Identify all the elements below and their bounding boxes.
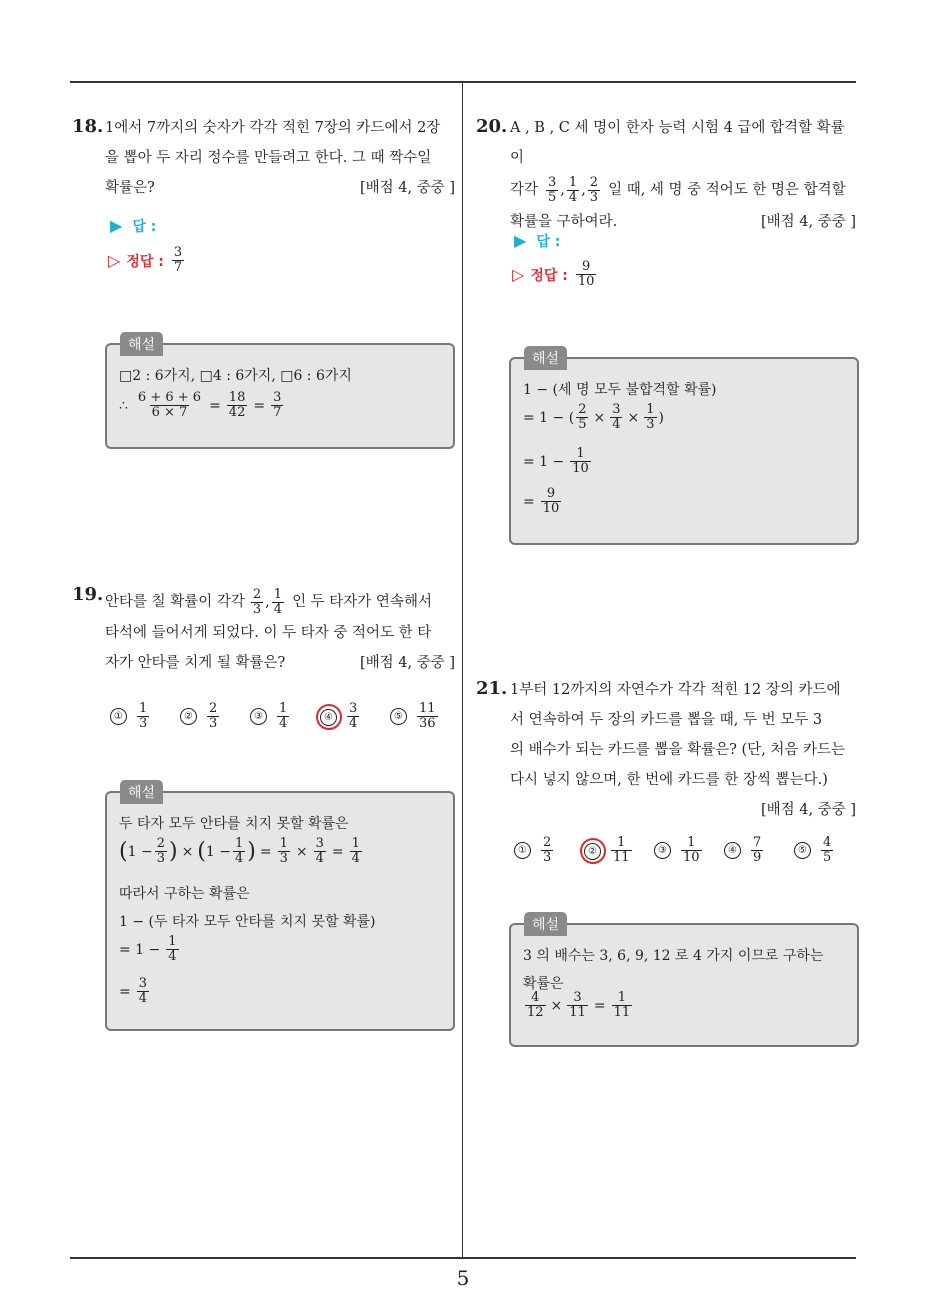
choice-1[interactable]: ① $\frac{2}{3}$ bbox=[514, 836, 555, 865]
question-text bbox=[105, 113, 455, 203]
bottom-rule bbox=[70, 1257, 856, 1259]
explanation-line: 확률은 bbox=[523, 976, 564, 992]
text-line: 1부터 12까지의 자연수가 각각 적힌 12 장의 카드에 bbox=[510, 682, 841, 698]
choice-5[interactable]: ⑤ $\frac{4}{5}$ bbox=[794, 836, 835, 865]
choice-2[interactable]: ② $\frac{2}{3}$ bbox=[180, 702, 221, 731]
explanation-line: 1 − (두 타자 모두 안타를 치지 못할 확률) bbox=[119, 914, 376, 930]
page-number: 5 bbox=[456, 1266, 470, 1290]
explanation-equation: $\frac{4}{12}$ × $\frac{3}{11}$ = $\frac{1}{11}$ bbox=[527, 990, 631, 1020]
explanation-line: 3 의 배수는 3, 6, 9, 12 로 4 가지 이므로 구하는 bbox=[523, 948, 824, 964]
score-meta: [배점 4, 중중 ] bbox=[760, 802, 856, 818]
choice-3[interactable]: ③ $\frac{1}{10}$ bbox=[654, 836, 704, 865]
text-line: 타석에 들어서게 되었다. 이 두 타자 중 적어도 한 타 bbox=[105, 625, 432, 641]
choice-4[interactable]: ④ $\frac{7}{9}$ bbox=[724, 836, 765, 865]
question-number: 20. bbox=[476, 116, 508, 137]
explanation-box bbox=[509, 923, 859, 1047]
explanation-tab: 해설 bbox=[524, 912, 567, 936]
explanation-equation: = 1 − ( $\frac{2}{5}$ × $\frac{3}{4}$ × $\frac{1}{3}$ ) bbox=[523, 402, 664, 432]
question-number: 18. bbox=[72, 116, 104, 137]
choice-5[interactable]: ⑤ $\frac{11}{36}$ bbox=[390, 702, 440, 731]
answer-field[interactable]: ▶ 답 : bbox=[110, 216, 157, 235]
score-meta: [배점 4, 중중 ] bbox=[359, 180, 455, 196]
correct-fraction: $\frac{9}{10}$ bbox=[577, 259, 595, 289]
explanation-line: □2 : 6가지, □4 : 6가지, □6 : 6가지 bbox=[119, 368, 352, 384]
explanation-equation: = $\frac{3}{4}$ bbox=[119, 976, 148, 1006]
explanation-line: 따라서 구하는 확률은 bbox=[119, 886, 250, 902]
top-rule bbox=[70, 81, 856, 83]
answer-field[interactable]: ▶ 답 : bbox=[514, 231, 561, 250]
explanation-equation: ( 1 − $\frac{2}{3}$ ) × ( 1 − $\frac{1}{4}$ ) = $\frac{1}{3}$ × $\frac{3}{4}$ = $\frac{1}{4}$ bbox=[119, 836, 360, 866]
explanation-tab: 해설 bbox=[120, 332, 163, 356]
explanation-equation: ∴ $\frac{6 + 6 + 6}{6 \times 7}$ = $\frac{18}{42}$ = $\frac{3}{7}$ bbox=[119, 390, 282, 420]
text-line: 확률은? bbox=[105, 180, 155, 196]
question-number: 21. bbox=[476, 678, 508, 699]
explanation-equation: = $\frac{9}{10}$ bbox=[523, 486, 560, 516]
explanation-box bbox=[105, 343, 455, 449]
score-meta: [배점 4, 중중 ] bbox=[760, 214, 856, 230]
text-line: 서 연속하여 두 장의 카드를 뽑을 때, 두 번 모두 3 bbox=[510, 712, 823, 728]
explanation-box bbox=[105, 791, 455, 1031]
explanation-line: 두 타자 모두 안타를 치지 못할 확률은 bbox=[119, 816, 349, 832]
explanation-box bbox=[509, 357, 859, 545]
question-text: A , B , C 세 명이 한자 능력 시험 4 급에 합격할 확률이 각각 $\frac{3}{5}$ , $\frac{1}{4}$ , $\frac{2}{3}$ 일 때, 세 명 중 적어도 한 명은 합격할 확률을 구하여라. [배점 4, 중중 ] bbox=[510, 113, 856, 237]
question-text bbox=[510, 675, 856, 825]
triangle-outline-icon: ▷ bbox=[512, 265, 525, 284]
column-divider bbox=[462, 82, 463, 1258]
triangle-outline-icon: ▷ bbox=[108, 251, 121, 270]
selected-mark-icon bbox=[580, 838, 606, 864]
correct-answer: ▷ 정답 : $\frac{3}{7}$ bbox=[108, 245, 183, 275]
correct-fraction: $\frac{3}{7}$ bbox=[173, 245, 183, 275]
choice-2[interactable]: ② $\frac{1}{11}$ bbox=[584, 836, 634, 865]
explanation-tab: 해설 bbox=[524, 346, 567, 370]
choice-1[interactable]: ① $\frac{1}{3}$ bbox=[110, 702, 151, 731]
play-icon: ▶ bbox=[110, 216, 123, 235]
text-line: 의 배수가 되는 카드를 뽑을 확률은? (단, 처음 카드는 bbox=[510, 742, 846, 758]
text-line: A , B , C 세 명이 한자 능력 시험 4 급에 합격할 확률이 bbox=[510, 120, 845, 166]
play-icon: ▶ bbox=[514, 231, 527, 250]
choice-4[interactable]: ④ $\frac{3}{4}$ bbox=[320, 702, 361, 731]
text-line: 을 뽑아 두 자리 정수를 만들려고 한다. 그 때 짝수일 bbox=[105, 150, 432, 166]
question-number: 19. bbox=[72, 584, 104, 605]
choice-3[interactable]: ③ $\frac{1}{4}$ bbox=[250, 702, 291, 731]
correct-answer: ▷ 정답 : $\frac{9}{10}$ bbox=[512, 259, 595, 289]
question-text: 안타를 칠 확률이 각각 $\frac{2}{3}$ , $\frac{1}{4}$ 인 두 타자가 연속해서 타석에 들어서게 되었다. 이 두 타자 중 적어도 한 타 자가 안타를 치게 될 확률은? [배점 4, 중중 ] bbox=[105, 586, 455, 678]
text-line: 1에서 7까지의 숫자가 각각 적힌 7장의 카드에서 2장 bbox=[105, 120, 441, 136]
selected-mark-icon bbox=[316, 704, 342, 730]
explanation-equation: = 1 − $\frac{1}{10}$ bbox=[523, 446, 589, 476]
explanation-tab: 해설 bbox=[120, 780, 163, 804]
explanation-equation: = 1 − $\frac{1}{4}$ bbox=[119, 934, 177, 964]
score-meta: [배점 4, 중중 ] bbox=[359, 655, 455, 671]
explanation-line: 1 − (세 명 모두 불합격할 확률) bbox=[523, 382, 717, 398]
text-line: 다시 넣지 않으며, 한 번에 카드를 한 장씩 뽑는다.) bbox=[510, 772, 828, 788]
